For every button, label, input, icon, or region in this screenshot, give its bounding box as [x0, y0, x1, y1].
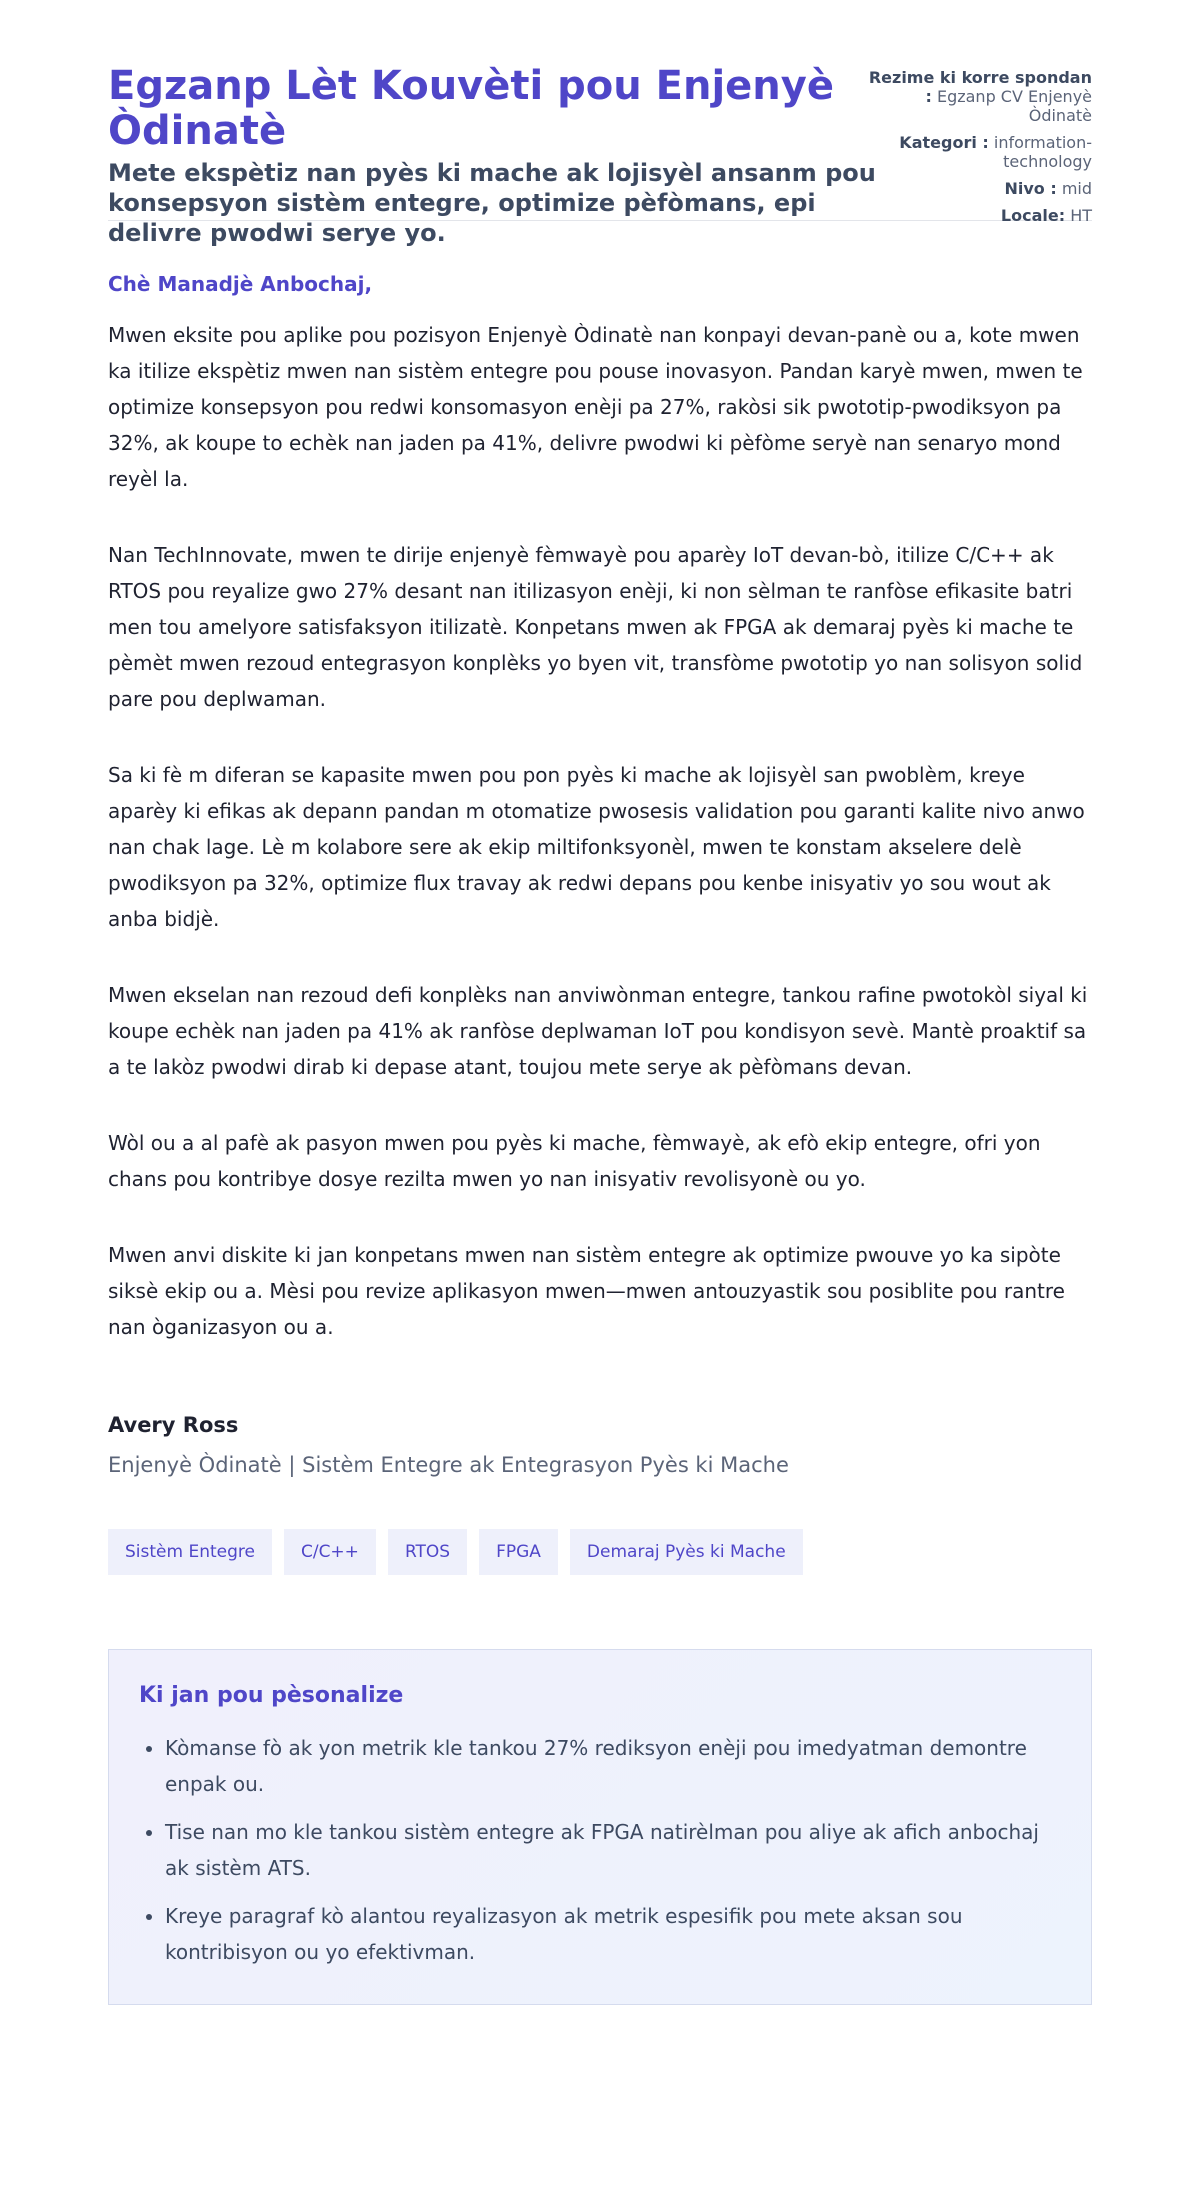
tips-item: • Kòmanse fò ak yon metrik kle tankou 27% rediksyon enèji pou imedyatman demontre enpak ou.	[165, 1730, 1061, 1802]
letter-paragraph: Sa ki fè m diferan se kapasite mwen pou pon pyès ki mache ak lojisyèl san pwoblèm, kreye aparèy ki efikas ak depann pandan m otomatize pwosesis validation pou garanti kalite nivo anwo nan chak lage. Lè m kolabore sere ak ekip miltifonksyonèl, mwen te konstam akselere delè pwodiksyon pa 32%, optimize flux travay ak redwi depans pou kenbe inisyativ yo sou wout ak anba bidjè.	[108, 763, 1085, 931]
letter-paragraph: Nan TechInnovate, mwen te dirije enjenyè fèmwayè pou aparèy IoT devan-bò, itilize C/C++ ak RTOS pou reyalize gwo 27% desant nan itilizasyon enèji, ki non sèlman te ranfòse efikasite batri men tou amelyore satisfaksyon itilizatè. Konpetans mwen ak FPGA ak demaraj pyès ki mache te pèmèt mwen rezoud entegrasyon konplèks yo byen vit, transfòme pwototip yo nan solisyon solid pare pou deplwaman.	[108, 543, 1083, 711]
skill-tag: Demaraj Pyès ki Mache	[570, 1529, 803, 1575]
signature-block	[108, 1411, 1092, 1479]
skill-tag: C/C++	[284, 1529, 376, 1575]
letter-paragraphs	[108, 317, 1092, 1345]
meta-summary	[862, 68, 1092, 125]
letter-paragraph: Mwen eksite pou aplike pou pozisyon Enjenyè Òdinatè nan konpayi devan-panè ou a, kote mwen ka itilize ekspètiz mwen nan sistèm entegre pou pouse inovasyon. Pandan karyè mwen, mwen te optimize konsepsyon pou redwi konsomasyon enèji pa 27%, rakòsi sik pwototip-pwodiksyon pa 32%, ak koupe to echèk nan jaden pa 41%, delivre pwodwi ki pèfòme seryè nan senaryo mond reyèl la.	[108, 323, 1083, 491]
tips-item: • Tise nan mo kle tankou sistèm entegre ak FPGA natirèlman pou aliye ak afich anbochaj ak sistèm ATS.	[165, 1814, 1061, 1886]
tips-item: • Kreye paragraf kò alantou reyalizasyon ak metrik espesifik pou mete aksan sou kontribisyon ou yo efektivman.	[165, 1898, 1061, 1970]
title-block	[108, 64, 908, 248]
meta-category-value: information-technology	[993, 133, 1092, 171]
tips-title: Ki jan pou pèsonalize	[139, 1683, 404, 1708]
meta-locale-value: HT	[1070, 206, 1092, 225]
letter-body	[108, 271, 1092, 1345]
letter-paragraph: Wòl ou a al pafè ak pasyon mwen pou pyès ki mache, fèmwayè, ak efò ekip entegre, ofri yon chans pou kontribye dosye rezilta mwen yo nan inisyativ revolisyonè ou yo.	[108, 1131, 1041, 1191]
page-title: Egzanp Lèt Kouvèti pou Enjenyè Òdinatè	[108, 63, 834, 154]
skill-tags	[108, 1529, 1092, 1575]
meta-locale-label: Locale:	[1000, 206, 1066, 225]
meta-category	[862, 133, 1092, 171]
meta-level-label: Nivo :	[1004, 179, 1057, 198]
meta-summary-label: Rezime ki korre spondan :	[868, 68, 1092, 106]
signature-name: Avery Ross	[108, 1413, 239, 1437]
skill-tag: Sistèm Entegre	[108, 1529, 272, 1575]
tips-list	[139, 1730, 1061, 1970]
meta-level	[862, 179, 1092, 198]
letter-paragraph: Mwen anvi diskite ki jan konpetans mwen nan sistèm entegre ak optimize pwouve yo ka sipòte siksè ekip ou a. Mèsi pou revize aplikasyon mwen—mwen antouzyastik sou posiblite pou rantre nan òganizasyon ou a.	[108, 1243, 1065, 1339]
page-subtitle: Mete ekspètiz nan pyès ki mache ak lojisyèl ansanm pou konsepsyon sistèm entegre, optimize pèfòmans, epi delivre pwodwi serye yo.	[108, 159, 876, 247]
meta-category-label: Kategori :	[899, 133, 989, 152]
page-header	[108, 0, 1092, 247]
meta-level-value: mid	[1061, 179, 1092, 198]
skill-tag: FPGA	[479, 1529, 558, 1575]
meta-locale	[862, 206, 1092, 225]
meta-summary-value: Egzanp CV Enjenyè Òdinatè	[936, 87, 1092, 125]
signature-title: Enjenyè Òdinatè | Sistèm Entegre ak Entegrasyon Pyès ki Mache	[108, 1453, 789, 1477]
salutation: Chè Manadjè Anbochaj,	[108, 272, 373, 296]
skill-tag: RTOS	[388, 1529, 467, 1575]
tips-box	[108, 1649, 1092, 2005]
letter-paragraph: Mwen ekselan nan rezoud defi konplèks nan anviwònman entegre, tankou rafine pwotokòl siyal ki koupe echèk nan jaden pa 41% ak ranfòse deplwaman IoT pou kondisyon sevè. Mantè proaktif sa a te lakòz pwodwi dirab ki depase atant, toujou mete serye ak pèfòmans devan.	[108, 983, 1088, 1079]
meta-panel	[862, 68, 1092, 233]
